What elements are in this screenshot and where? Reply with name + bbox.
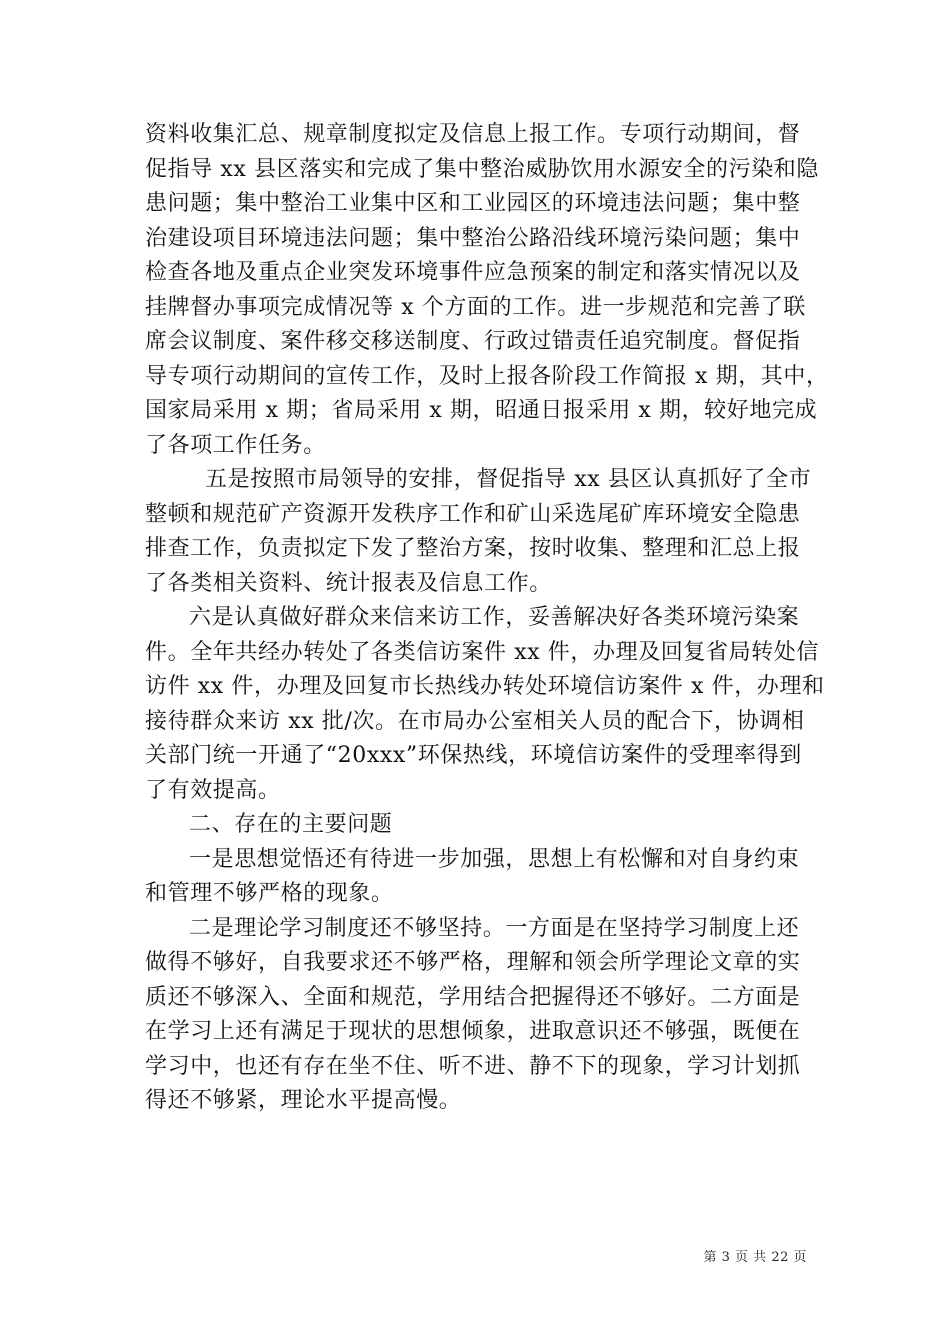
- text-line: 国家局采用 x 期；省局采用 x 期，昭通日报采用 x 期，较好地完成: [145, 398, 818, 423]
- paragraph-start: 一是思想觉悟还有待进一步加强，思想上有松懈和对自身约束: [189, 846, 800, 872]
- paragraph-start: 五是按照市局领导的安排，督促指导 xx 县区认真抓好了全市: [205, 467, 812, 492]
- text-line: 接待群众来访 xx 批/次。在市局办公室相关人员的配合下，协调相: [145, 708, 805, 734]
- text-line: 和管理不够严格的现象。: [145, 881, 394, 906]
- text-line: 挂牌督办事项完成情况等 x 个方面的工作。进一步规范和完善了联: [145, 294, 806, 320]
- paragraph-start: 二是理论学习制度还不够坚持。一方面是在坚持学习制度上还: [189, 915, 800, 941]
- text-line: 了各类相关资料、统计报表及信息工作。: [145, 570, 552, 596]
- text-line: 患问题；集中整治工业集中区和工业园区的环境违法问题；集中整: [145, 191, 801, 216]
- page-number-footer: 第 3 页 共 22 页: [703, 1250, 807, 1265]
- text-line: 排查工作，负责拟定下发了整治方案，按时收集、整理和汇总上报: [145, 536, 801, 561]
- text-line: 检查各地及重点企业突发环境事件应急预案的制定和落实情况以及: [145, 260, 801, 285]
- text-line: 治建设项目环境违法问题；集中整治公路沿线环境污染问题；集中: [145, 225, 801, 251]
- text-line: 件。全年共经办转处了各类信访案件 xx 件，办理及回复省局转处信: [145, 639, 820, 665]
- text-line: 得还不够紧，理论水平提高慢。: [145, 1088, 462, 1113]
- text-line: 导专项行动期间的宣传工作，及时上报各阶段工作简报 x 期，其中，: [145, 363, 829, 389]
- text-line: 了各项工作任务。: [145, 432, 326, 458]
- text-line: 促指导 xx 县区落实和完成了集中整治威胁饮用水源安全的污染和隐: [145, 156, 820, 182]
- text-line: 质还不够深入、全面和规范，学用结合把握得还不够好。二方面是: [145, 984, 801, 1010]
- text-line: 访件 xx 件，办理及回复市长热线办转处环境信访案件 x 件，办理和: [145, 674, 825, 699]
- text-line: 了有效提高。: [145, 777, 281, 803]
- text-line: 学习中，也还有存在坐不住、听不进、静不下的现象，学习计划抓: [145, 1053, 801, 1079]
- text-line: 做得不够好，自我要求还不够严格，理解和领会所学理论文章的实: [145, 950, 801, 975]
- text-line: 关部门统一开通了“20xxx”环保热线，环境信访案件的受理率得到: [145, 743, 802, 768]
- text-line: 在学习上还有满足于现状的思想倾象，进取意识还不够强，既便在: [145, 1019, 801, 1044]
- text-line: 资料收集汇总、规章制度拟定及信息上报工作。专项行动期间，督: [145, 122, 801, 147]
- text-line: 席会议制度、案件移交移送制度、行政过错责任追究制度。督促指: [145, 329, 801, 354]
- document-body: [145, 118, 829, 1119]
- text-line: 整顿和规范矿产资源开发秩序工作和矿山采选尾矿库环境安全隐患: [145, 501, 801, 527]
- section-heading: 二、存在的主要问题: [189, 812, 393, 837]
- paragraph-start: 六是认真做好群众来信来访工作，妥善解决好各类环境污染案: [189, 605, 800, 630]
